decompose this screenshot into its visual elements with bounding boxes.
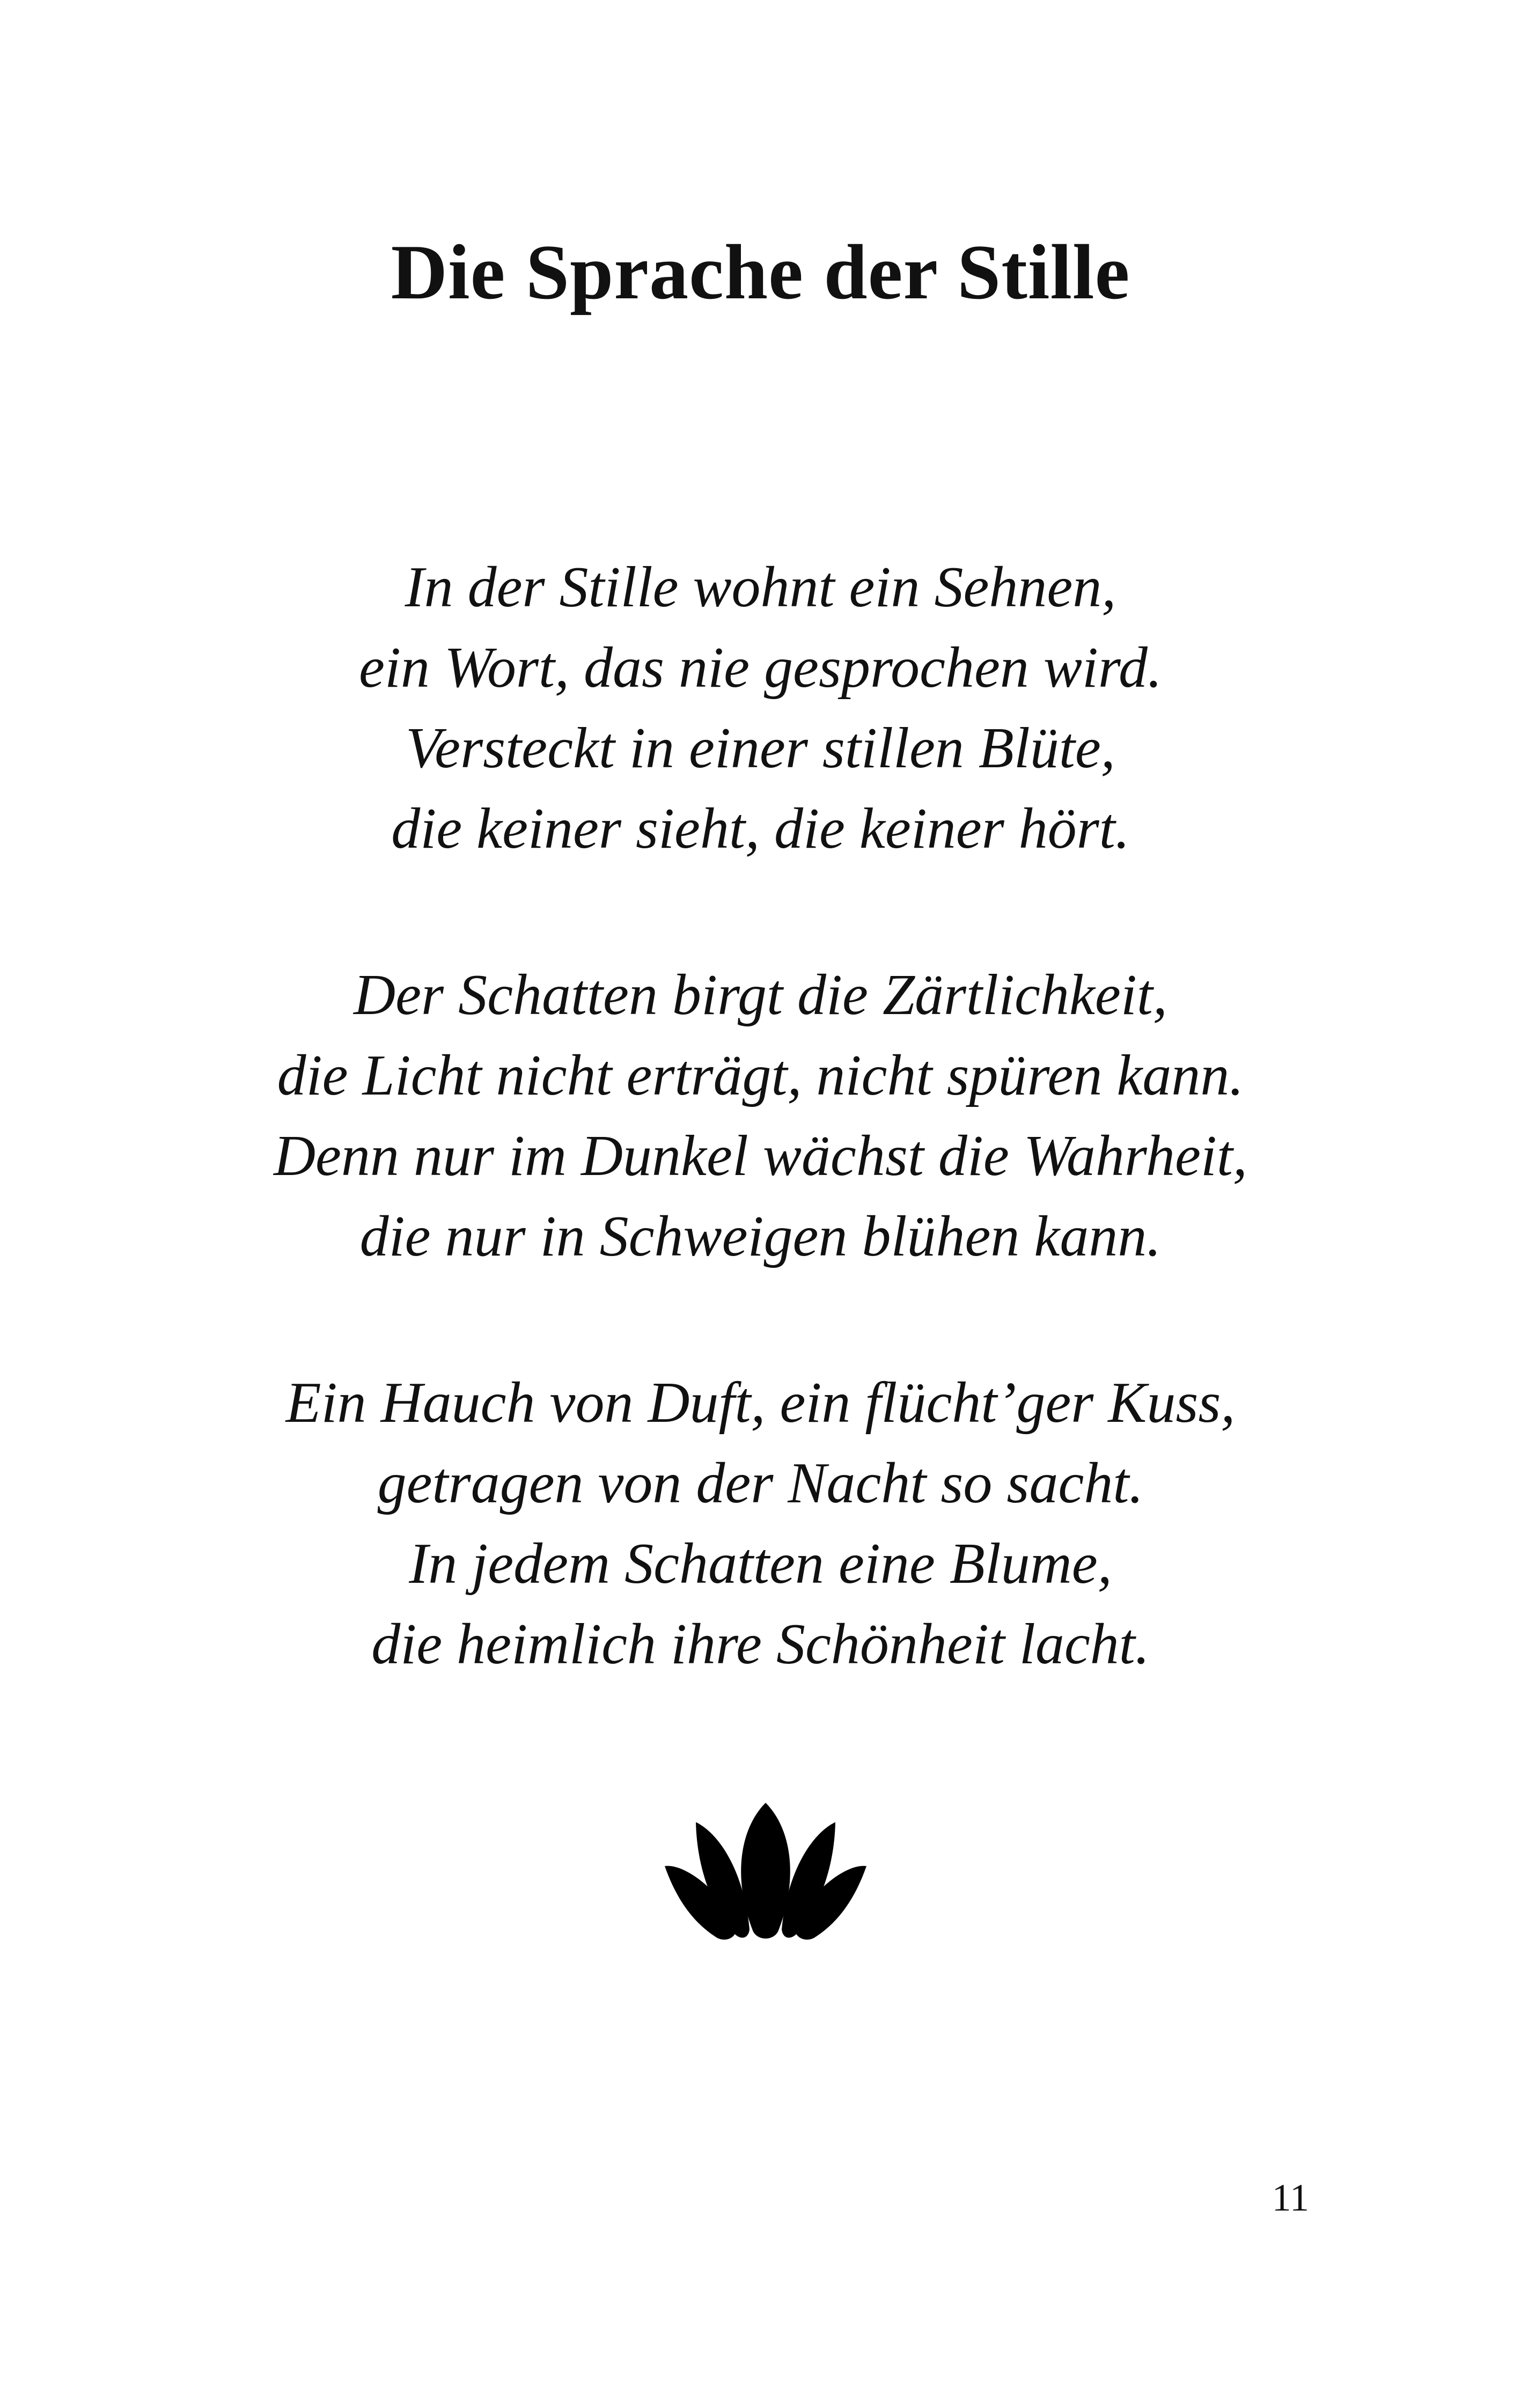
- stanza-3: [0, 1363, 1521, 1685]
- page-number: 11: [1272, 2176, 1309, 2219]
- stanza-line: In der Stille wohnt ein Sehnen,: [405, 555, 1116, 619]
- poem-title: Die Sprache der Stille: [391, 229, 1130, 315]
- stanza-line: die Licht nicht erträgt, nicht spüren kann.: [277, 1044, 1244, 1107]
- stanza-line: getragen von der Nacht so sacht.: [377, 1451, 1144, 1515]
- stanza-1: [0, 547, 1521, 869]
- stanza-line: die heimlich ihre Schönheit lacht.: [371, 1612, 1150, 1676]
- stanza-line: die keiner sieht, die keiner hört.: [391, 797, 1130, 861]
- stanza-line: In jedem Schatten eine Blume,: [409, 1532, 1112, 1596]
- stanza-line: Der Schatten birgt die Zärtlichkeit,: [354, 963, 1167, 1027]
- stanza-line: Ein Hauch von Duft, ein flücht’ger Kuss,: [285, 1371, 1236, 1435]
- stanza-line: die nur in Schweigen blühen kann.: [359, 1205, 1162, 1268]
- stanza-line: Versteckt in einer stillen Blüte,: [406, 716, 1115, 780]
- stanza-line: ein Wort, das nie gesprochen wird.: [359, 636, 1162, 700]
- stanza-line: Denn nur im Dunkel wächst die Wahrheit,: [274, 1124, 1247, 1188]
- lotus-icon: [664, 1803, 868, 1948]
- stanza-2: [0, 955, 1521, 1277]
